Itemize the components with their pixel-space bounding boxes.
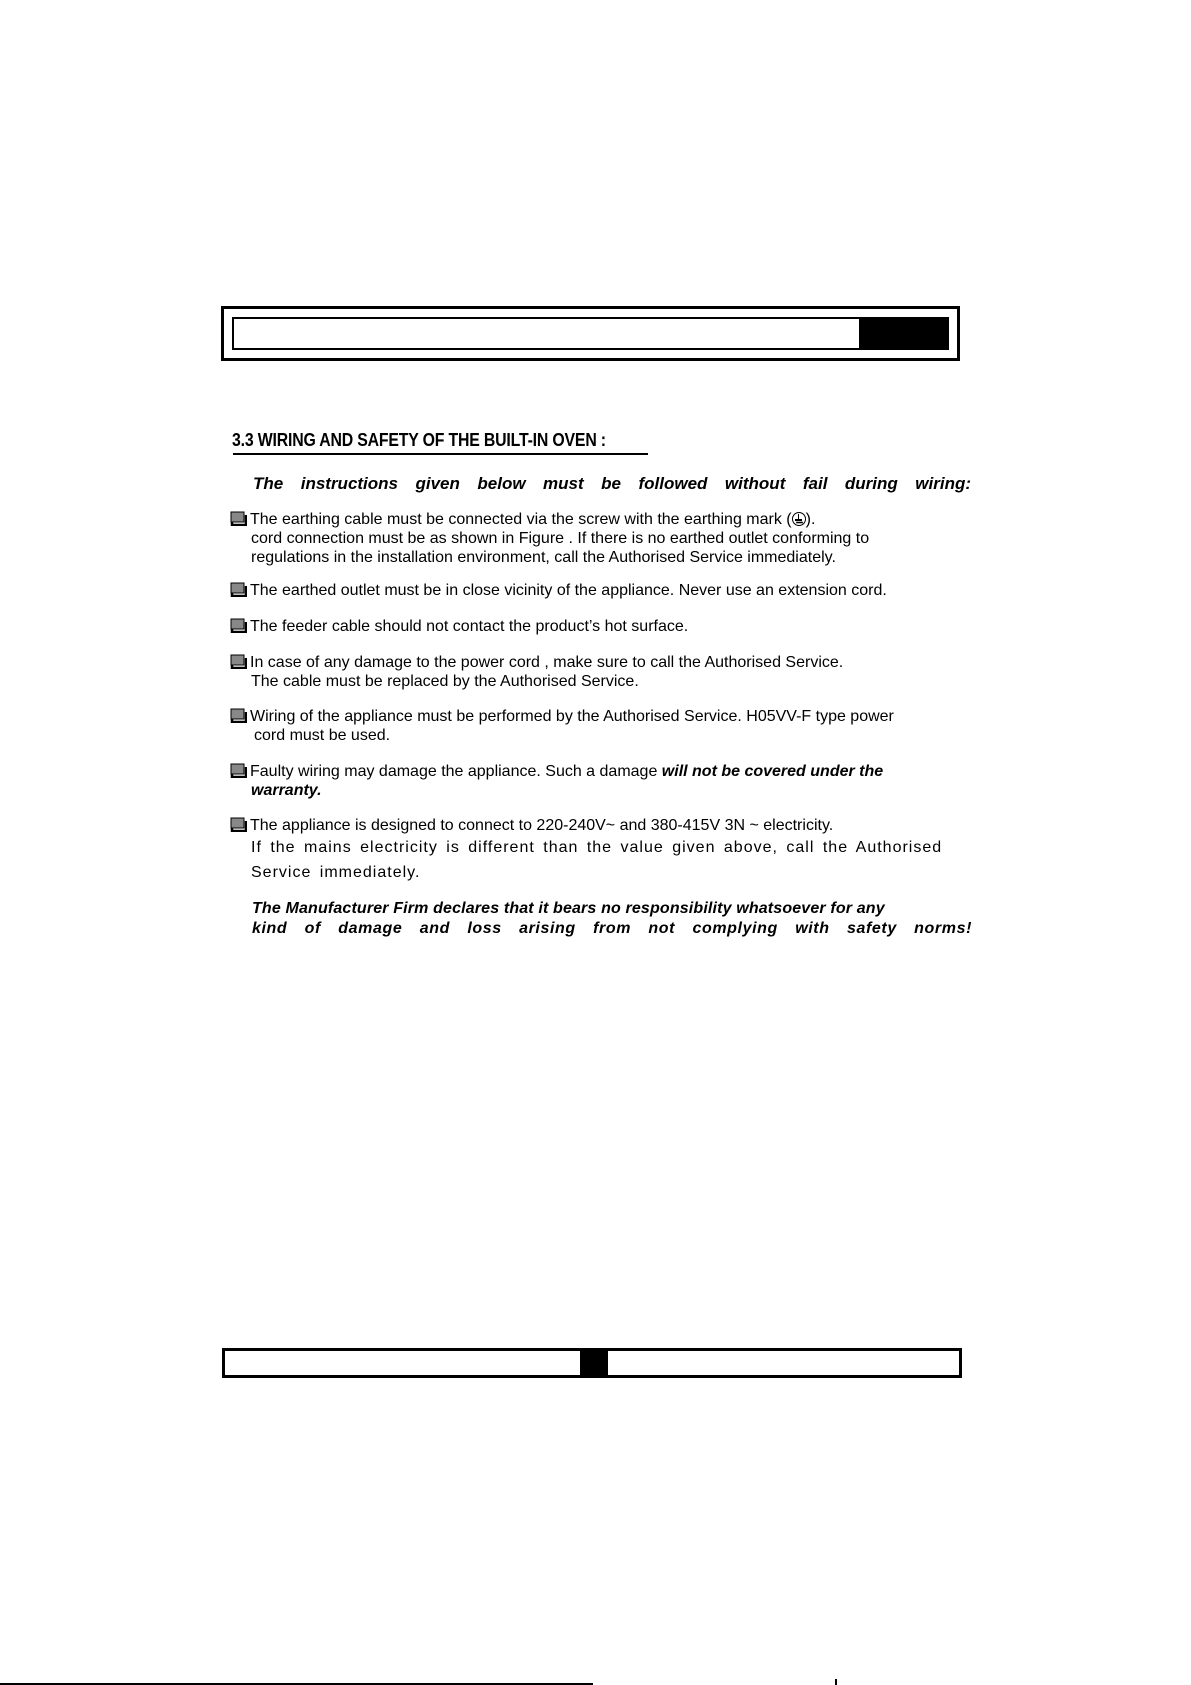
item-5-line-2: cord must be used. <box>254 727 391 744</box>
item-3-line-1: The feeder cable should not contact the product’s hot surface. <box>250 618 689 635</box>
closing-disclaimer <box>252 899 972 939</box>
note-bullet-icon <box>230 582 247 597</box>
note-bullet-icon <box>230 763 247 778</box>
note-bullet-icon <box>230 618 247 633</box>
bottom-edge-mark <box>835 1679 837 1685</box>
item-1-line-2: cord connection must be as shown in Figure . If there is no earthed outlet conforming to <box>251 530 870 547</box>
list-item <box>230 762 980 800</box>
intro-text: The instructions given below must be followed without fail during wiring: <box>253 474 971 493</box>
item-6-emphasis-2: warranty. <box>251 782 322 799</box>
note-bullet-icon <box>230 654 247 669</box>
header-frame <box>221 306 960 361</box>
item-4-line-2: The cable must be replaced by the Authorised Service. <box>251 673 639 690</box>
item-1-line-3: regulations in the installation environment, call the Authorised Service immediately. <box>251 549 836 566</box>
section-title: 3.3 WIRING AND SAFETY OF THE BUILT-IN OVEN : <box>232 430 606 450</box>
item-6-emphasis-1: will not be covered under the <box>661 763 884 780</box>
item-1-line-1b: ). <box>805 511 816 528</box>
header-inner-box <box>232 317 949 350</box>
note-bullet-icon <box>230 511 247 526</box>
closing-line-1: The Manufacturer Firm declares that it bears no responsibility whatsoever for any <box>252 900 885 917</box>
header-black-tab <box>859 319 947 348</box>
item-5-line-1: Wiring of the appliance must be performed by the Authorised Service. H05VV-F type power <box>250 708 894 725</box>
item-2-line-1: The earthed outlet must be in close vicinity of the appliance. Never use an extension cord. <box>250 582 887 599</box>
list-item <box>230 510 980 567</box>
item-7-line-2: If the mains electricity is different than the value given above, call the Authorised <box>251 839 943 856</box>
item-1-line-1a: The earthing cable must be connected via the screw with the earthing mark ( <box>250 511 792 528</box>
list-item <box>230 581 980 600</box>
list-item <box>230 617 980 636</box>
title-underline <box>233 453 648 455</box>
item-7-line-3: Service immediately. <box>251 864 421 881</box>
footer-black-tab <box>580 1351 608 1375</box>
note-bullet-icon <box>230 708 247 723</box>
item-6-line-1: Faulty wiring may damage the appliance. Such a damage <box>250 763 662 780</box>
list-item <box>230 707 980 745</box>
item-7-line-1: The appliance is designed to connect to 220-240V~ and 380-415V 3N ~ electricity. <box>250 817 834 834</box>
earth-ground-icon <box>792 512 806 526</box>
note-bullet-icon <box>230 817 247 832</box>
list-item <box>230 653 980 691</box>
item-4-line-1: In case of any damage to the power cord , make sure to call the Authorised Service. <box>250 654 844 671</box>
list-item <box>230 816 980 885</box>
footer-bar <box>222 1348 962 1378</box>
closing-line-2: kind of damage and loss arising from not complying with safety norms! <box>252 920 972 937</box>
